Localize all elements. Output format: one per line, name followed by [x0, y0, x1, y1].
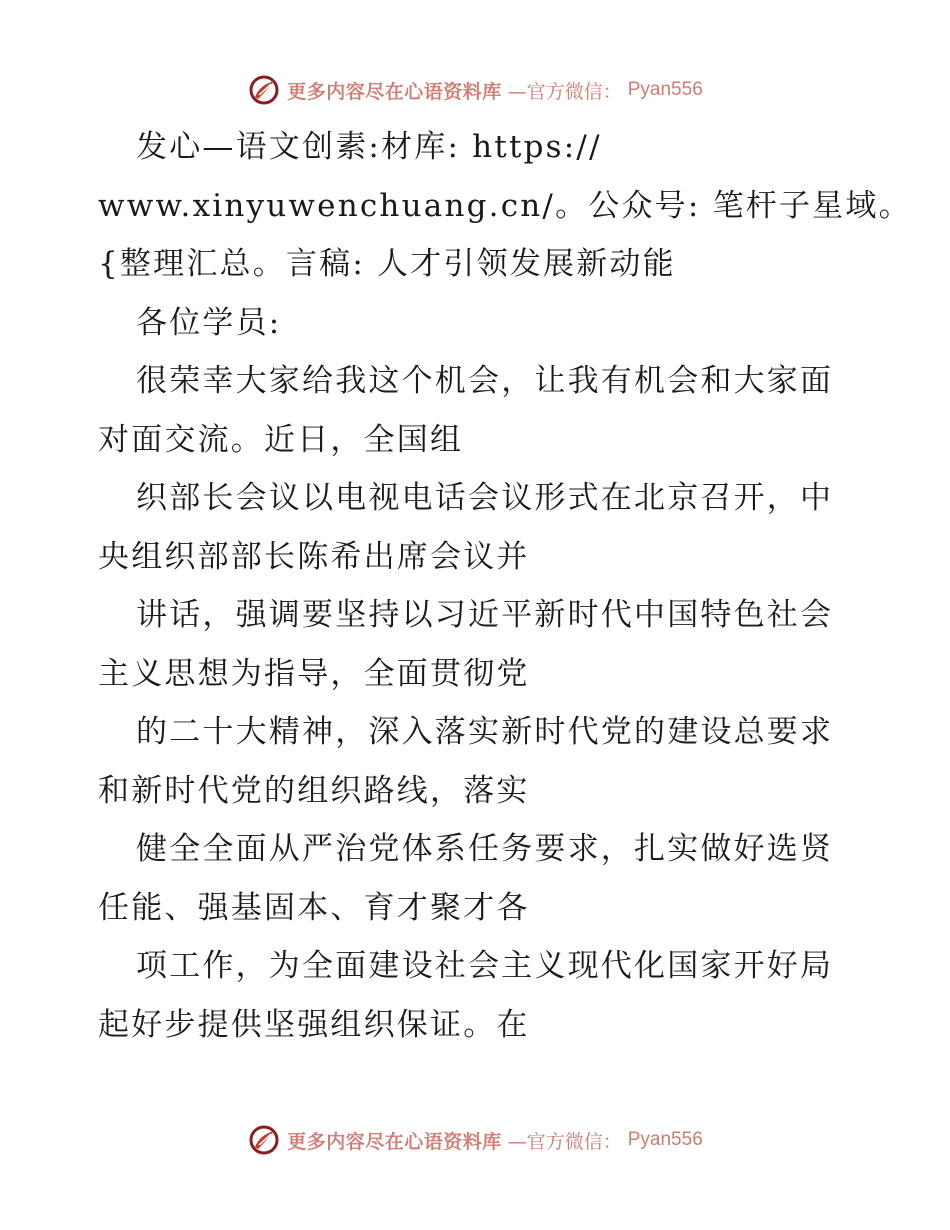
banner-title: 更多内容尽在心语资料库	[287, 1130, 502, 1153]
text-line: {整理汇总。言稿: 人才引领发展新动能	[98, 246, 676, 282]
text-line: 和新时代党的组织路线，落实	[98, 772, 530, 809]
brand-logo-icon	[247, 73, 281, 107]
text-line: 任能、强基固本、育才聚才各	[98, 889, 530, 926]
text-line: 起好步提供坚强组织保证。在	[98, 1006, 530, 1043]
footer-banner	[0, 1120, 950, 1160]
text-line: 主义思想为指导，全面贯彻党	[98, 655, 530, 692]
header-banner	[0, 70, 950, 110]
text-line: www.xinyuwenchuang.cn/。公众号: 笔杆子星域。	[98, 187, 912, 224]
banner-wechat-label: —官方微信：	[507, 80, 622, 103]
text-line: 讲话，强调要坚持以习近平新时代中国特色社会	[136, 597, 834, 633]
text-line: 发心—语文创素:材库: https://	[136, 129, 602, 165]
banner-wechat-label: —官方微信：	[507, 1130, 622, 1153]
text-line: 很荣幸大家给我这个机会，让我有机会和大家面	[136, 363, 834, 399]
banner-wechat-id: Pyan556	[627, 1129, 703, 1150]
text-line: 项工作，为全面建设社会主义现代化国家开好局	[136, 948, 834, 984]
text-line: 健全全面从严治党体系任务要求，扎实做好选贤	[136, 831, 834, 867]
text-line: 的二十大精神，深入落实新时代党的建设总要求	[136, 714, 834, 750]
banner-title: 更多内容尽在心语资料库	[287, 80, 502, 103]
text-line: 央组织部部长陈希出席会议并	[98, 538, 530, 575]
text-line: 织部长会议以电视电话会议形式在北京召开，中	[136, 480, 834, 516]
text-line: 对面交流。近日，全国组	[98, 421, 464, 458]
brand-logo-icon	[247, 1123, 281, 1157]
salutation: 各位学员:	[136, 304, 282, 341]
banner-wechat-id: Pyan556	[627, 79, 703, 100]
document-body	[98, 118, 912, 1054]
